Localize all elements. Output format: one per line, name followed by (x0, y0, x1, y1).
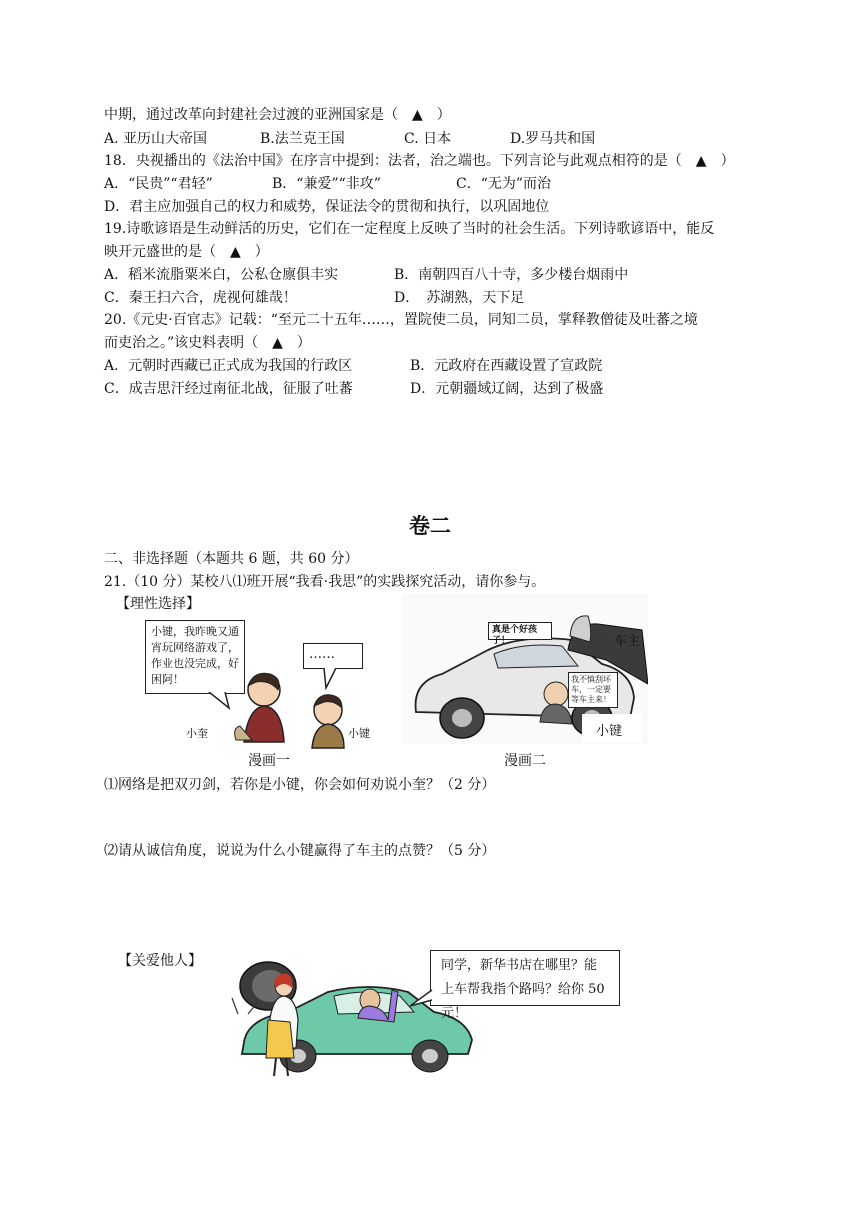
comic3-speech-bubble: 同学，新华书店在哪里？能上车帮我指个路吗？给你 50 元！ (430, 950, 620, 1006)
q20-option-c: C．成吉思汗经过南征北战，征服了吐蕃 (104, 381, 353, 397)
comic2-note-sign: 我不慎刮坏车，一定要等车主来！ (568, 672, 618, 708)
q17-stem: 中期，通过改革向封建社会过渡的亚洲国家是（ ▲ ） (104, 107, 451, 123)
q20-option-a: A．元朝时西藏已正式成为我国的行政区 (104, 358, 353, 374)
q19-option-a: A．稻米流脂粟米白，公私仓廪俱丰实 (104, 267, 339, 283)
q18-option-a: A．“民贵”“君轻” (104, 176, 213, 192)
q19-option-d: D． 苏湖熟，天下足 (394, 290, 525, 306)
q20-option-d: D．元朝疆域辽阔，达到了极盛 (410, 381, 604, 397)
boy-xiaojian-illustration (304, 690, 354, 750)
q19-option-b: B．南朝四百八十寺，多少楼台烟雨中 (394, 267, 629, 283)
comic1-reply-bubble: …… (303, 643, 363, 669)
comic2-label-boy: 小键 (596, 724, 623, 739)
comic2-label-owner: 车主 (614, 634, 641, 649)
comic2-praise-bubble: 真是个好孩子！ (488, 622, 552, 640)
q17-option-d: D.罗马共和国 (510, 131, 596, 147)
q18-option-d: D．君主应加强自己的权力和威势，保证法令的贯彻和执行，以巩固地位 (104, 199, 550, 215)
q17-option-b: B.法兰克王国 (260, 131, 345, 147)
heading-care-others: 【关爱他人】 (118, 953, 202, 969)
comic3-bubble-tail (410, 988, 450, 1012)
q19-stem-line2: 映开元盛世的是（ ▲ ） (104, 244, 269, 260)
q17-option-c: C. 日本 (404, 131, 452, 147)
q18-option-b: B．“兼爱”“非攻” (272, 176, 381, 192)
q19-option-c: C．秦王扫六合，虎视何雄哉！ (104, 290, 297, 306)
q17-option-a: A. 亚历山大帝国 (104, 131, 208, 147)
comic1-caption: 漫画一 (248, 753, 290, 769)
q21-sub2: ⑵请从诚信角度，说说为什么小键赢得了车主的点赞？（5 分） (104, 843, 496, 859)
q19-stem-line1: 19.诗歌谚语是生动鲜活的历史，它们在一定程度上反映了当时的社会生活。下列诗歌谚语中，能反 (104, 221, 715, 237)
q20-option-b: B．元政府在西藏设置了宣政院 (410, 358, 603, 374)
part2-title: 卷二 (409, 514, 451, 538)
comic1-reply-tail (322, 668, 342, 692)
comic1-name-right: 小键 (348, 727, 370, 740)
q18-stem: 18．央视播出的《法治中国》在序言中提到：法者，治之端也。下列言论与此观点相符的是（ ▲ ） (104, 153, 735, 169)
heading-rational-choice: 【理性选择】 (116, 596, 200, 612)
comic1-speech-bubble: 小键，我昨晚又通宵玩网络游戏了，作业也没完成，好困阿！ (145, 620, 245, 694)
q18-option-c: C．“无为”而治 (456, 176, 552, 192)
q20-stem-line1: 20.《元史·百官志》记载：“至元二十五年……，置院使二员，同知二员，掌释教僧徒及吐蕃之境 (104, 312, 698, 328)
q21-sub1: ⑴网络是把双刃剑，若你是小键，你会如何劝说小奎？（2 分） (104, 777, 496, 793)
boy-xiaokui-illustration (222, 668, 302, 748)
section-heading: 二、非选择题（本题共 6 题，共 60 分） (104, 551, 359, 567)
q21-intro: 21.（10 分）某校八⑴班开展“我看·我思”的实践探究活动，请你参与。 (104, 574, 546, 590)
comic2-caption: 漫画二 (504, 753, 546, 769)
q20-stem-line2: 而吏治之。”该史料表明（ ▲ ） (104, 335, 311, 351)
comic1-name-left: 小奎 (186, 727, 208, 740)
